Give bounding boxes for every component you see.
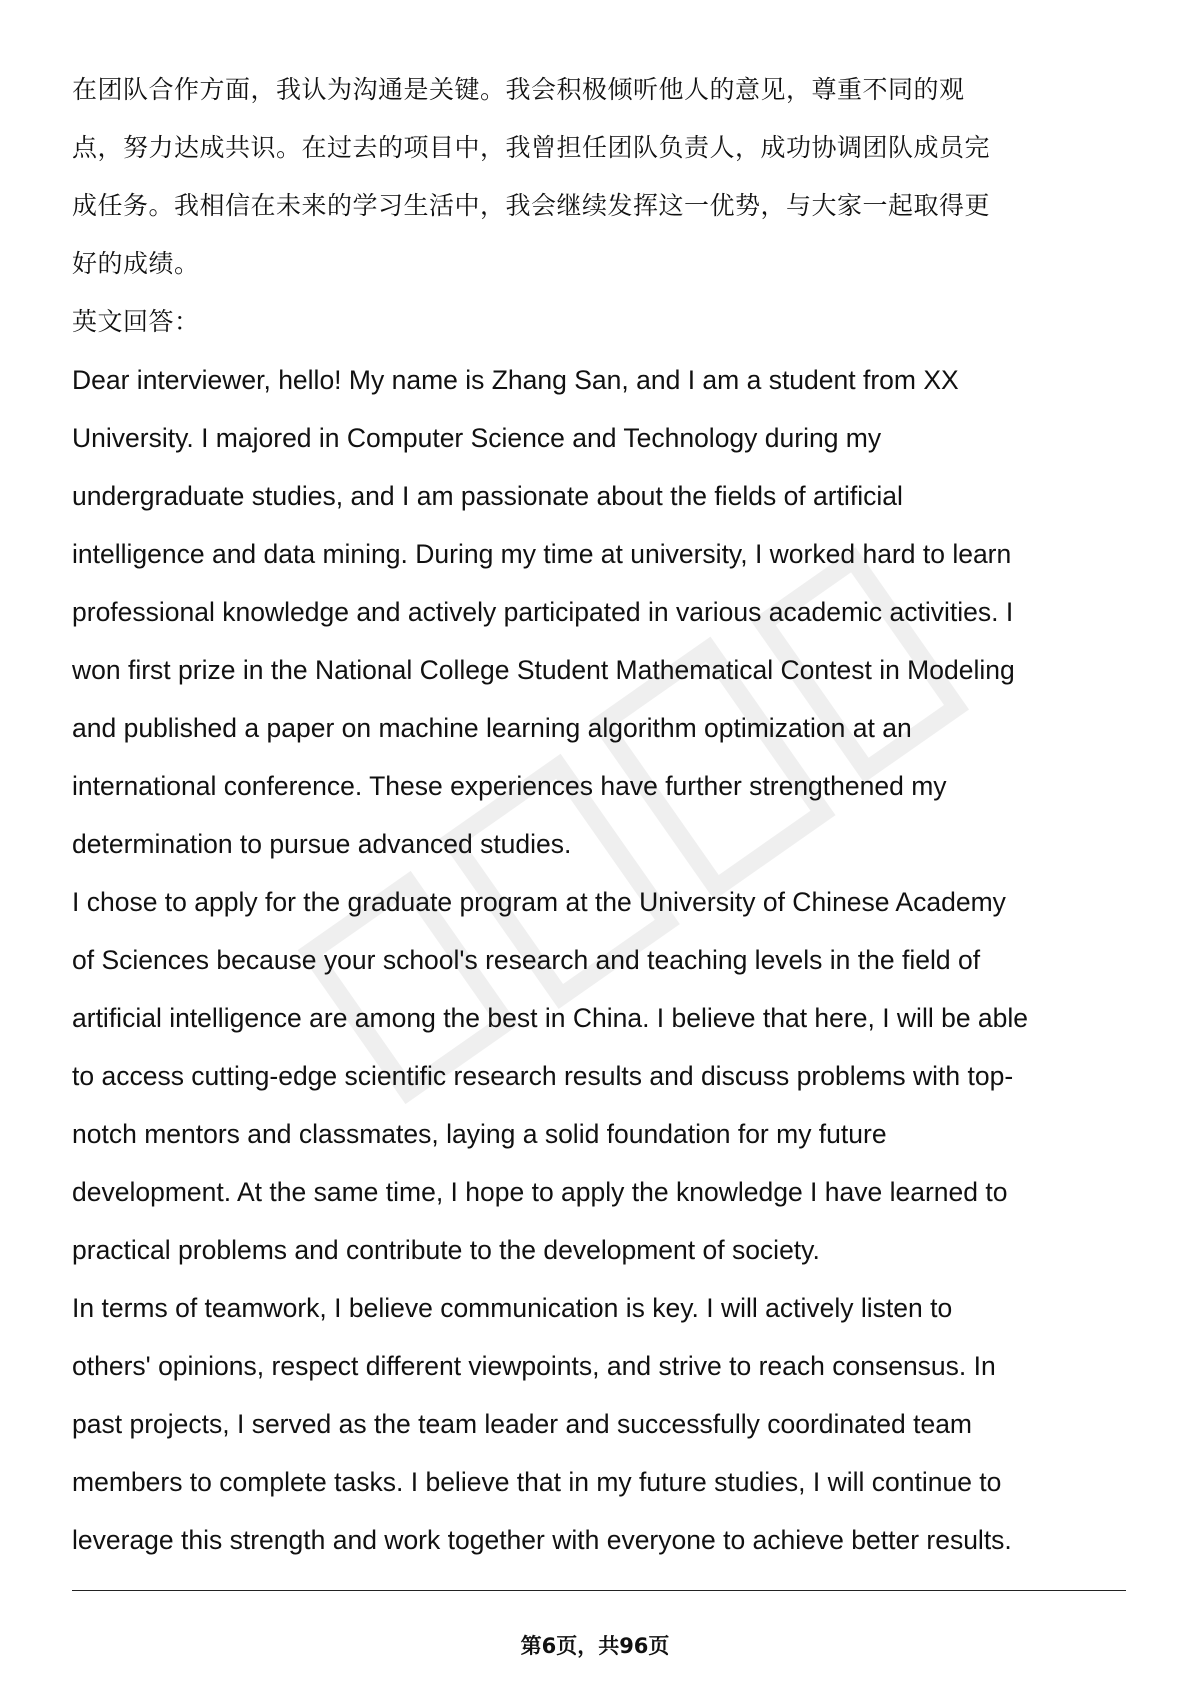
text-line: leverage this strength and work together with everyone to achieve better results. (72, 1525, 1012, 1555)
text-line: artificial intelligence are among the best in China. I believe that here, I will be able (72, 1003, 1029, 1033)
text-line: members to complete tasks. I believe that in my future studies, I will continue to (72, 1467, 1002, 1497)
document-body (72, 61, 1132, 1569)
text-line: determination to pursue advanced studies. (72, 829, 572, 859)
text-line: international conference. These experiences have further strengthened my (72, 771, 947, 801)
paragraph-en-motivation (72, 873, 1132, 1279)
text-line: to access cutting-edge scientific research results and discuss problems with top- (72, 1061, 1014, 1091)
text-line: others' opinions, respect different viewpoints, and strive to reach consensus. In (72, 1351, 996, 1381)
heading-text: 英文回答： (72, 307, 200, 336)
text-line: Dear interviewer, hello! My name is Zhang San, and I am a student from XX (72, 365, 959, 395)
text-line: 成任务。我相信在未来的学习生活中，我会继续发挥这一优势，与大家一起取得更 (72, 191, 991, 220)
text-line: In terms of teamwork, I believe communication is key. I will actively listen to (72, 1293, 953, 1323)
text-line: undergraduate studies, and I am passionate about the fields of artificial (72, 481, 903, 511)
text-line: intelligence and data mining. During my time at university, I worked hard to learn (72, 539, 1012, 569)
text-line: development. At the same time, I hope to apply the knowledge I have learned to (72, 1177, 1008, 1207)
text-line: practical problems and contribute to the development of society. (72, 1235, 820, 1265)
text-line: 点，努力达成共识。在过去的项目中，我曾担任团队负责人，成功协调团队成员完 (72, 133, 991, 162)
text-line: 好的成绩。 (72, 249, 200, 278)
text-line: past projects, I served as the team leader and successfully coordinated team (72, 1409, 973, 1439)
paragraph-en-introduction (72, 351, 1132, 873)
text-line: won first prize in the National College Student Mathematical Contest in Modeling (72, 655, 1015, 685)
text-line: University. I majored in Computer Science and Technology during my (72, 423, 882, 453)
paragraph-en-teamwork (72, 1279, 1132, 1569)
page-number: 第6页，共96页 (520, 1634, 670, 1658)
text-line: 在团队合作方面，我认为沟通是关键。我会积极倾听他人的意见，尊重不同的观 (72, 75, 965, 104)
text-line: professional knowledge and actively participated in various academic activities. I (72, 597, 1014, 627)
text-line: I chose to apply for the graduate program at the University of Chinese Academy (72, 887, 1006, 917)
footer-divider (72, 1590, 1126, 1591)
section-heading-english-answer (72, 293, 1132, 351)
text-line: notch mentors and classmates, laying a solid foundation for my future (72, 1119, 887, 1149)
paragraph-cn-intro (72, 61, 1132, 293)
text-line: and published a paper on machine learning algorithm optimization at an (72, 713, 912, 743)
text-line: of Sciences because your school's research and teaching levels in the field of (72, 945, 981, 975)
